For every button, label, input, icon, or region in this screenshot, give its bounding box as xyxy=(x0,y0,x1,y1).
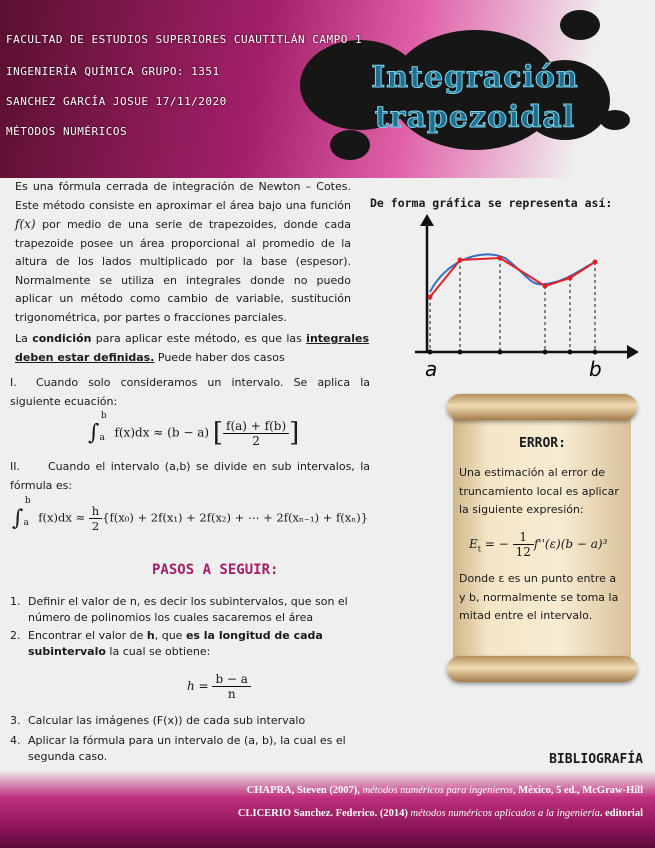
institution-label: FACULTAD DE ESTUDIOS SUPERIORES CUAUTITLÁN CAMPO 1 xyxy=(6,33,363,46)
step-3: 3. Calcular las imágenes (F(x)) de cada sub intervalo xyxy=(10,714,306,727)
error-intro: Una estimación al error de truncamiento local es aplicar la siguiente expresión: xyxy=(459,466,619,516)
case-2: II. Cuando el intervalo (a,b) se divide en sub intervalos, la fórmula es: xyxy=(10,460,370,492)
partition-lines xyxy=(430,258,595,352)
career-group-label: INGENIERÍA QUÍMICA GRUPO: 1351 xyxy=(6,65,220,78)
condition-emphasis: integrales deben estar definidas. xyxy=(15,332,369,364)
title-line-1: Integración xyxy=(371,60,579,95)
error-scroll xyxy=(447,392,637,684)
intro-paragraph: Es una fórmula cerrada de integración de Newton – Cotes. Este método consiste en aproximar el área bajo una función f(x) por medio de una serie de trapezoides, donde cada trapezoide posee un área proporcional al promedio de la altura de los lados multiplicado por la base (espesor). Normalmente se utiliza en integrales donde no puedo aplicar un método como cambio de variable, sustitución trigonométrica, por partes o fracciones parciales. xyxy=(15,180,351,324)
ink-splat xyxy=(600,110,630,130)
scroll-bottom-roll xyxy=(447,656,637,682)
error-title: ERROR: xyxy=(519,436,566,451)
formula-single-interval: $\int_a^b$ f(x)dx ≈ (b − a) [ $\frac{f(a) + f(b)}{2}$ ] xyxy=(88,410,300,448)
subject-label: MÉTODOS NUMÉRICOS xyxy=(6,125,128,138)
condition-paragraph: La condición para aplicar este método, es que las integrales deben estar definidas. Puede haber dos casos xyxy=(15,332,369,364)
trapezoid-graph xyxy=(405,212,645,382)
reference-1: CHAPRA, Steven (2007), métodos numéricos para ingenieros, México, 5 ed., McGraw-Hill xyxy=(246,785,643,796)
function-symbol: f(x) xyxy=(15,217,36,231)
reference-2: CLICERIO Sanchez. Federico. (2014) métodos numéricos aplicados a la ingeniería. editorial xyxy=(237,808,643,819)
ink-splat xyxy=(560,10,600,40)
condition-keyword: condición xyxy=(32,332,92,345)
error-outro: Donde ε es un punto entre a y b, normalmente se toma la mitad entre el intervalo. xyxy=(459,572,619,622)
case-1: I. Cuando solo consideramos un intervalo. Se aplica la siguiente ecuación: xyxy=(10,376,370,408)
bibliography-title: BIBLIOGRAFÍA xyxy=(549,752,643,767)
steps-title: PASOS A SEGUIR: xyxy=(152,562,279,578)
trapezoid-points xyxy=(428,256,598,300)
label-a: a xyxy=(425,357,438,381)
formula-multiple-interval: $\int_a^b$ f(x)dx ≈ $\frac{h}{2}$ {f(x₀) + 2f(x₁) + 2f(x₂) + ⋯ + 2f(xₙ₋₁) + f(xₙ)} xyxy=(12,495,369,533)
step-4: 4. Aplicar la fórmula para un intervalo de (a, b), la cual es el segunda caso. xyxy=(10,734,346,763)
title-line-2: trapezoidal xyxy=(374,100,576,135)
step-1: 1. Definir el valor de n, es decir los subintervalos, que son el número de polinomios los cuales sacaremos el área xyxy=(10,595,348,624)
x-axis-arrow xyxy=(627,345,639,359)
scroll-top-roll xyxy=(447,394,637,420)
author-date-label: SANCHEZ GARCÍA JOSUE 17/11/2020 xyxy=(6,95,227,108)
graph-caption: De forma gráfica se representa así: xyxy=(370,196,613,210)
error-formula: $E_t$ = − $\frac{1}{12}$ f''(ε)(b − a)³ xyxy=(469,530,608,559)
h-formula: h = $\frac{b - a}{n}$ xyxy=(187,672,251,701)
footer-banner xyxy=(0,770,655,848)
header-banner xyxy=(0,0,655,178)
step-2: 2. Encontrar el valor de h, que es la longitud de cada subintervalo la cual se obtiene: xyxy=(10,629,323,658)
label-b: b xyxy=(589,357,602,381)
y-axis-arrow xyxy=(420,214,434,226)
page-title xyxy=(360,58,590,138)
